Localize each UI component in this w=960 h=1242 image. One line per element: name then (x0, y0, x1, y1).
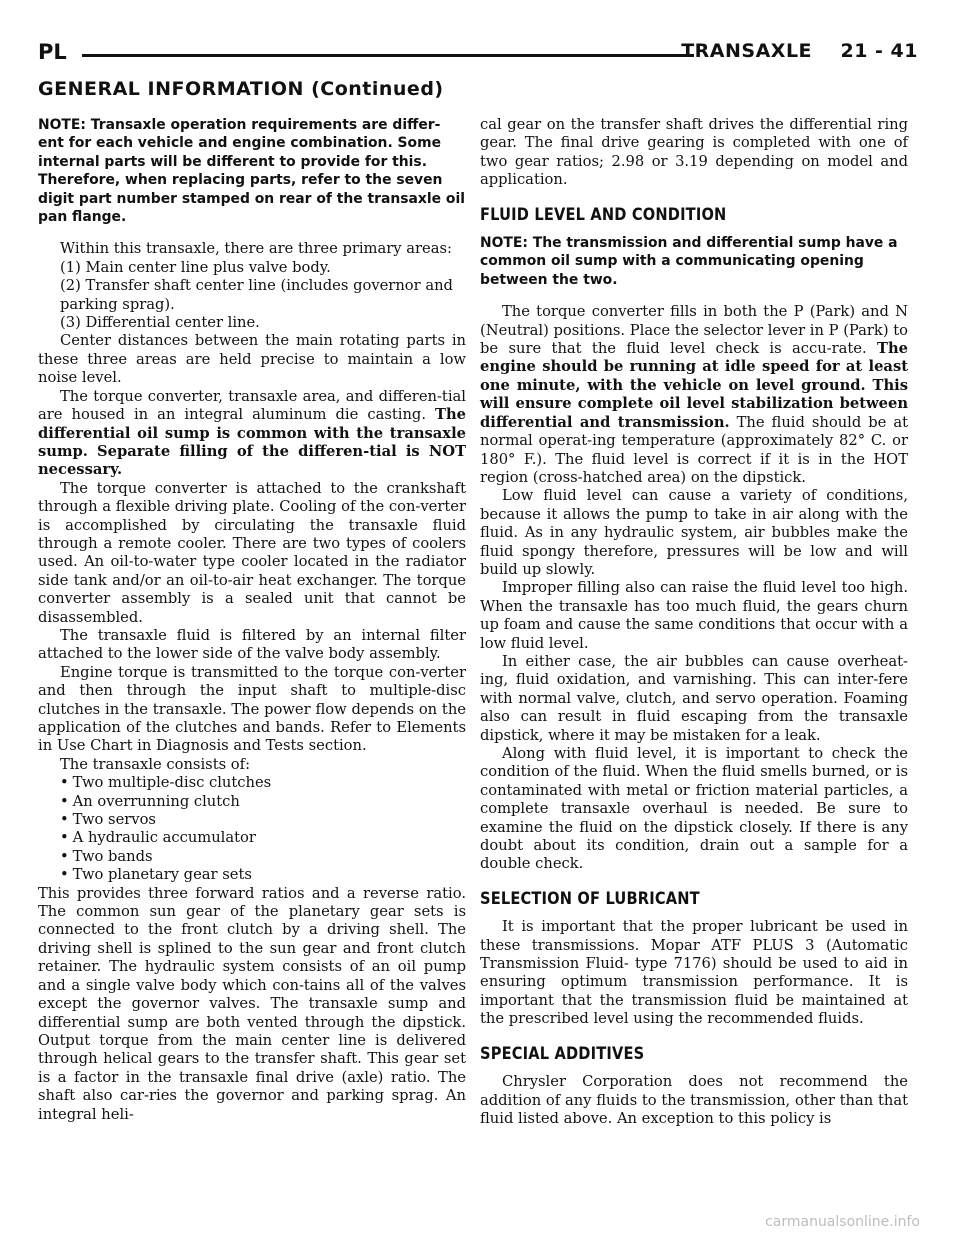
filter-paragraph: The transaxle fluid is filtered by an internal filter attached to the lower side of the valve body assembly. (38, 626, 466, 663)
fluid-check-text-b: The fluid should be at normal operat-ing temperature (approximately 82° C. or 180° F.). The fluid level is correct if it is in the HOT region (cross-hatched area) on the dipstick. (480, 413, 908, 486)
fluid-condition-paragraph: Along with fluid level, it is important to check the condition of the fluid. When the fluid smells burned, or is contaminated with metal or friction material particles, a complete transaxle overhaul is needed. Be sure to examine the fluid on the dipstick closely. If there is any doubt about its condition, drain out a sample for a double check. (480, 745, 908, 873)
center-distances-paragraph: Center distances between the main rotating parts in these three areas are held precise to maintain a low noise level. (38, 332, 466, 387)
lubricant-heading: SELECTION OF LUBRICANT (480, 888, 700, 909)
fluid-check-bold-text: The engine should be running at idle speed for at least one minute, with the vehicle on level ground. This will ensure complete oil level stabilization between differential and transmission. (480, 340, 908, 431)
housing-bold-text: The differential oil sump is common with the transaxle sump. Separate filling of the differen-tial is NOT necessary. (38, 406, 466, 479)
component-item: • Two planetary gear sets (38, 866, 466, 884)
housing-text: The torque converter, transaxle area, and differen-tial are housed in an integral aluminum die casting. (38, 387, 466, 424)
fluid-check-text-a: The torque converter fills in both the P (Park) and N (Neutral) positions. Place the selector lever in P (Park) to be sure that the fluid level check is accu-rate. (480, 303, 908, 358)
section-title: GENERAL INFORMATION (Continued) (38, 78, 444, 100)
components-intro: The transaxle consists of: (60, 755, 251, 773)
area-item: (2) Transfer shaft center line (includes governor and parking sprag). (60, 277, 453, 313)
engine-torque-paragraph: Engine torque is transmitted to the torque con-verter and then through the input shaft to multiple-disc clutches in the transaxle. The power flow depends on the application of the clutches and bands. Refer to Elements in Use Chart in Diagnosis and Tests section. (38, 663, 466, 755)
fluid-level-heading: FLUID LEVEL AND CONDITION (480, 204, 727, 225)
provides-paragraph: This provides three forward ratios and a reverse ratio. The common sun gear of the planetary gear sets is connected to the front clutch by a driving shell. The driving shell is splined to the sun gear and front clutch retainer. The hydraulic system consists of an oil pump and a single valve body which con-tains all of the valves except the governor valves. The transaxle sump and differential sump are both vented through the dipstick. Output torque from the main center line is delivered through helical gears to the transfer shaft. This gear set is a factor in the transaxle final drive (axle) ratio. The shaft also car-ries the governor and parking sprag. An integral heli- (38, 884, 466, 1123)
component-item: • A hydraulic accumulator (38, 829, 466, 847)
fluid-check-paragraph (480, 303, 908, 487)
header-rule (82, 54, 694, 57)
additives-paragraph: Chrysler Corporation does not recommend the addition of any fluids to the transmission, other than that fluid listed above. An exception to this policy is (480, 1073, 908, 1127)
lubricant-paragraph: It is important that the proper lubricant be used in these transmissions. Mopar ATF PLUS 3 (Automatic Transmission Fluid- type 7176) should be used to aid in ensuring optimum transmission performance. It is important that the transmission fluid be maintained at the prescribed level using the recommended fluids. (480, 918, 908, 1028)
watermark: carmanualsonline.info (765, 1214, 920, 1230)
additives-heading: SPECIAL ADDITIVES (480, 1043, 645, 1064)
component-item: • Two multiple-disc clutches (38, 774, 466, 792)
header-model-code: PL (38, 40, 67, 64)
fluid-note: NOTE: The transmission and differential sump have a common oil sump with a communicating opening between the two. (480, 235, 898, 288)
area-item: (3) Differential center line. (60, 314, 260, 332)
header-section-page: TRANSAXLE 21 - 41 (681, 40, 918, 62)
component-item: • Two bands (38, 848, 466, 866)
transaxle-note: NOTE: Transaxle operation requirements are differ-ent for each vehicle and engine combination. Some internal parts will be different to provide for this. Therefore, when replacing parts, refer to the seven digit part number stamped on rear of the transaxle oil pan flange. (38, 117, 465, 226)
improper-filling-paragraph: Improper filling also can raise the fluid level too high. When the transaxle has too much fluid, the gears churn up foam and cause the same conditions that occur with a low fluid level. (480, 579, 908, 652)
component-item: • An overrunning clutch (38, 793, 466, 811)
either-case-paragraph: In either case, the air bubbles can cause overheat-ing, fluid oxidation, and varnishing. This can inter-fere with normal valve, clutch, and servo operation. Foaming also can result in fluid escaping from the transaxle dipstick, where it may be mistaken for a leak. (480, 652, 908, 744)
left-column (38, 116, 466, 1124)
right-column (480, 116, 908, 1128)
areas-intro: Within this transaxle, there are three primary areas: (60, 240, 452, 258)
page-header (38, 40, 918, 70)
low-fluid-paragraph: Low fluid level can cause a variety of conditions, because it allows the pump to take in air along with the fluid. As in any hydraulic system, air bubbles make the fluid spongy therefore, pressures will be low and will build up slowly. (480, 487, 908, 578)
area-item: (1) Main center line plus valve body. (60, 258, 331, 276)
housing-paragraph (38, 388, 466, 480)
converter-paragraph: The torque converter is attached to the crankshaft through a flexible driving plate. Cooling of the con-verter is accomplished by circulating the transaxle fluid through a remote cooler. There are two types of coolers used. An oil-to-water type cooler located in the radiator side tank and/or an oil-to-air heat exchanger. The torque converter assembly is a sealed unit that cannot be disassembled. (38, 479, 466, 626)
continuation-paragraph: cal gear on the transfer shaft drives the differential ring gear. The final drive gearing is completed with one of two gear ratios; 2.98 or 3.19 depending on model and application. (480, 116, 908, 189)
component-item: • Two servos (38, 811, 466, 829)
